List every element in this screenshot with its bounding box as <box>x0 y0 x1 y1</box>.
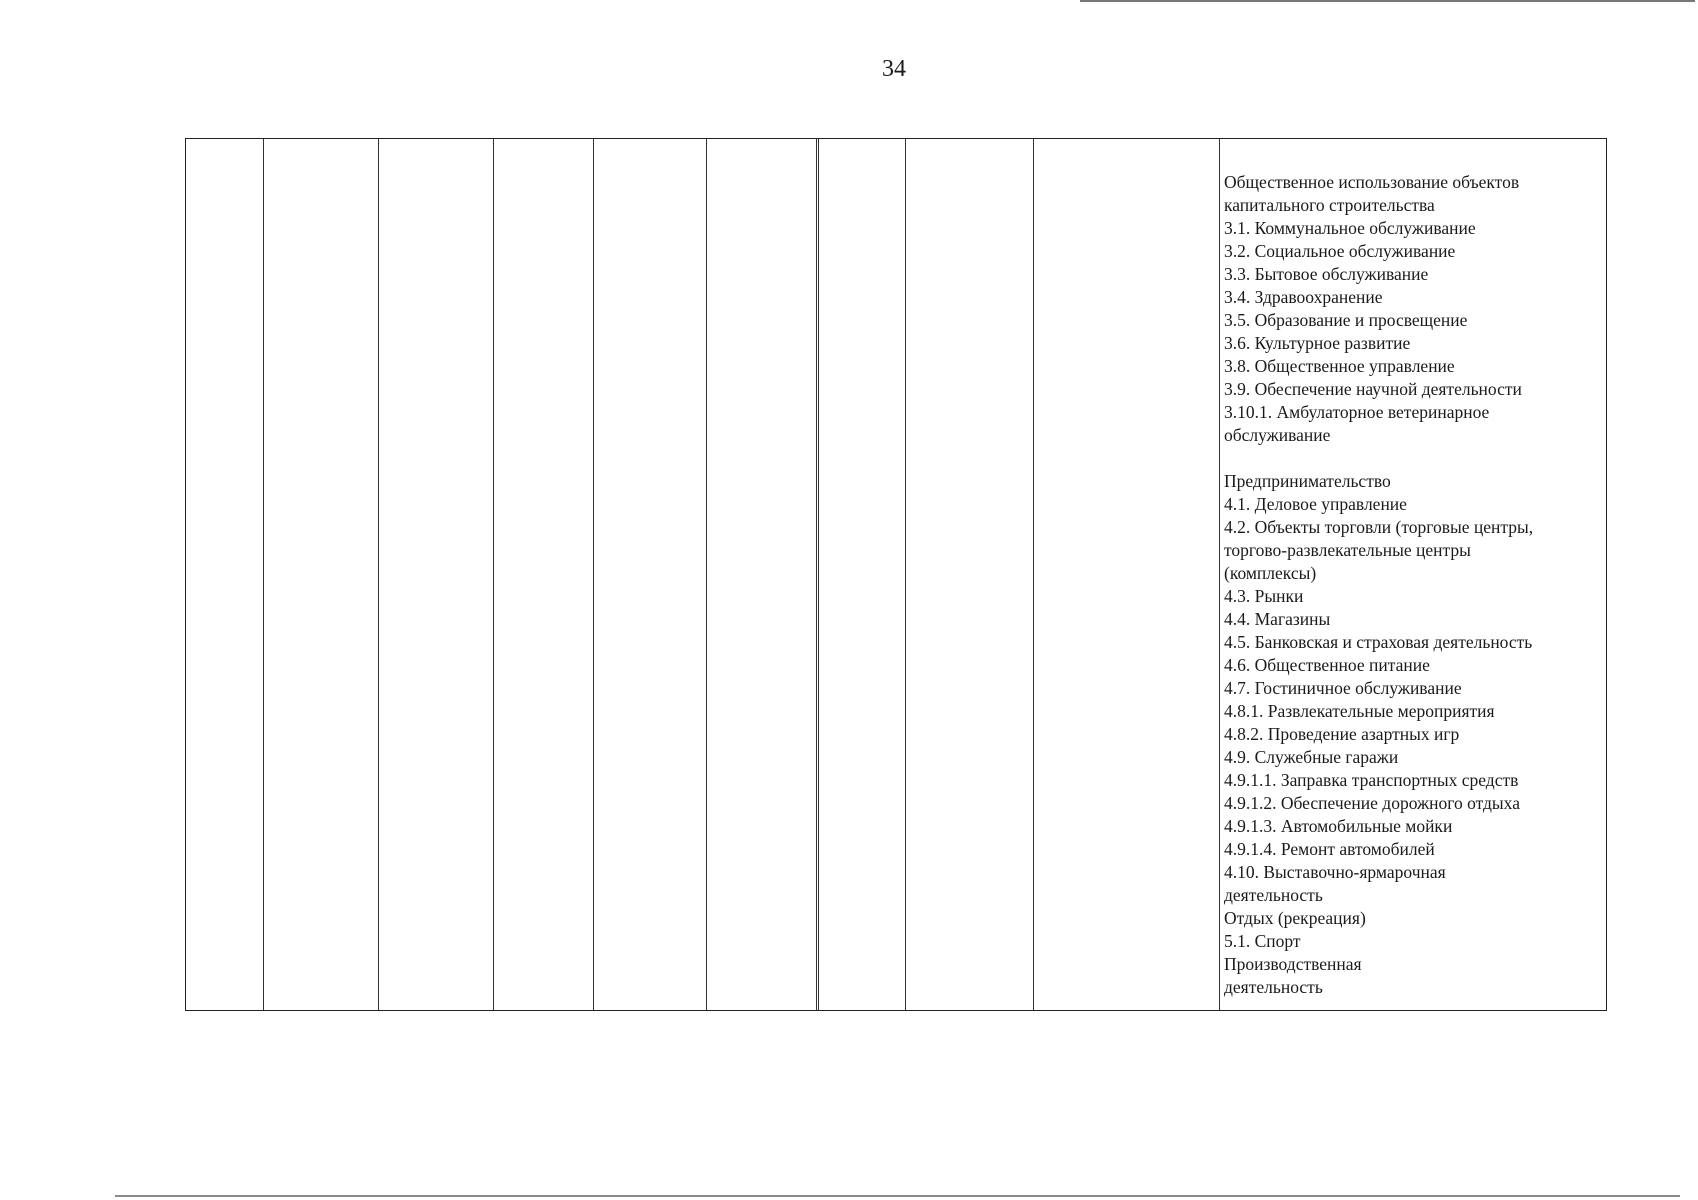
use-line: 3.10.1. Амбулаторное ветеринарное <box>1224 402 1490 422</box>
use-line: 4.7. Гостиничное обслуживание <box>1224 678 1462 698</box>
use-line: капитального строительства <box>1224 195 1435 215</box>
column-divider-3 <box>493 139 494 1010</box>
use-line: 3.4. Здравоохранение <box>1224 287 1383 307</box>
use-line: 4.9.1.4. Ремонт автомобилей <box>1224 839 1435 859</box>
column-divider-4 <box>593 139 594 1010</box>
use-line: Общественное использование объектов <box>1224 172 1520 192</box>
use-line: 3.3. Бытовое обслуживание <box>1224 264 1429 284</box>
page-number-text: 34 <box>882 56 906 82</box>
business-use-block <box>1224 470 1599 999</box>
scan-edge-top <box>1080 0 1695 2</box>
use-line: деятельность <box>1224 977 1323 997</box>
public-use-block <box>1224 171 1599 447</box>
column-divider-6 <box>816 139 819 1010</box>
column-divider-9 <box>1219 139 1220 1010</box>
use-line: 3.9. Обеспечение научной деятельности <box>1224 379 1522 399</box>
use-line: торгово-развлекательные центры <box>1224 540 1471 560</box>
land-use-table <box>185 138 1607 1011</box>
use-line: 4.6. Общественное питание <box>1224 655 1430 675</box>
use-line: 5.1. Спорт <box>1224 931 1301 951</box>
use-line: деятельность <box>1224 885 1323 905</box>
use-line: 3.8. Общественное управление <box>1224 356 1455 376</box>
use-line: 4.1. Деловое управление <box>1224 494 1407 514</box>
column-divider-7 <box>905 139 906 1010</box>
use-line: 3.5. Образование и просвещение <box>1224 310 1468 330</box>
block-gap <box>1224 447 1599 470</box>
use-line: 3.2. Социальное обслуживание <box>1224 241 1456 261</box>
use-line: Производственная <box>1224 954 1362 974</box>
use-line: 4.9. Служебные гаражи <box>1224 747 1399 767</box>
use-line: 4.8.1. Развлекательные мероприятия <box>1224 701 1495 721</box>
column-divider-2 <box>378 139 379 1010</box>
use-line: 4.2. Объекты торговли (торговые центры, <box>1224 517 1534 537</box>
use-line: 4.9.1.2. Обеспечение дорожного отдыха <box>1224 793 1520 813</box>
column-divider-5 <box>706 139 707 1010</box>
use-line: 4.4. Магазины <box>1224 609 1331 629</box>
use-line: (комплексы) <box>1224 563 1317 583</box>
scan-edge-bottom <box>115 1195 1680 1197</box>
use-line: 4.3. Рынки <box>1224 586 1304 606</box>
permitted-uses-cell <box>1224 171 1599 999</box>
column-divider-1 <box>263 139 264 1010</box>
use-line: Предпринимательство <box>1224 471 1391 491</box>
page-number <box>0 56 1698 83</box>
use-line: 4.9.1.3. Автомобильные мойки <box>1224 816 1453 836</box>
use-line: 4.5. Банковская и страховая деятельность <box>1224 632 1533 652</box>
use-line: Отдых (рекреация) <box>1224 908 1366 928</box>
use-line: 3.6. Культурное развитие <box>1224 333 1411 353</box>
use-line: 4.10. Выставочно-ярмарочная <box>1224 862 1446 882</box>
use-line: 3.1. Коммунальное обслуживание <box>1224 218 1476 238</box>
use-line: обслуживание <box>1224 425 1331 445</box>
use-line: 4.8.2. Проведение азартных игр <box>1224 724 1460 744</box>
use-line: 4.9.1.1. Заправка транспортных средств <box>1224 770 1519 790</box>
column-divider-8 <box>1033 139 1034 1010</box>
